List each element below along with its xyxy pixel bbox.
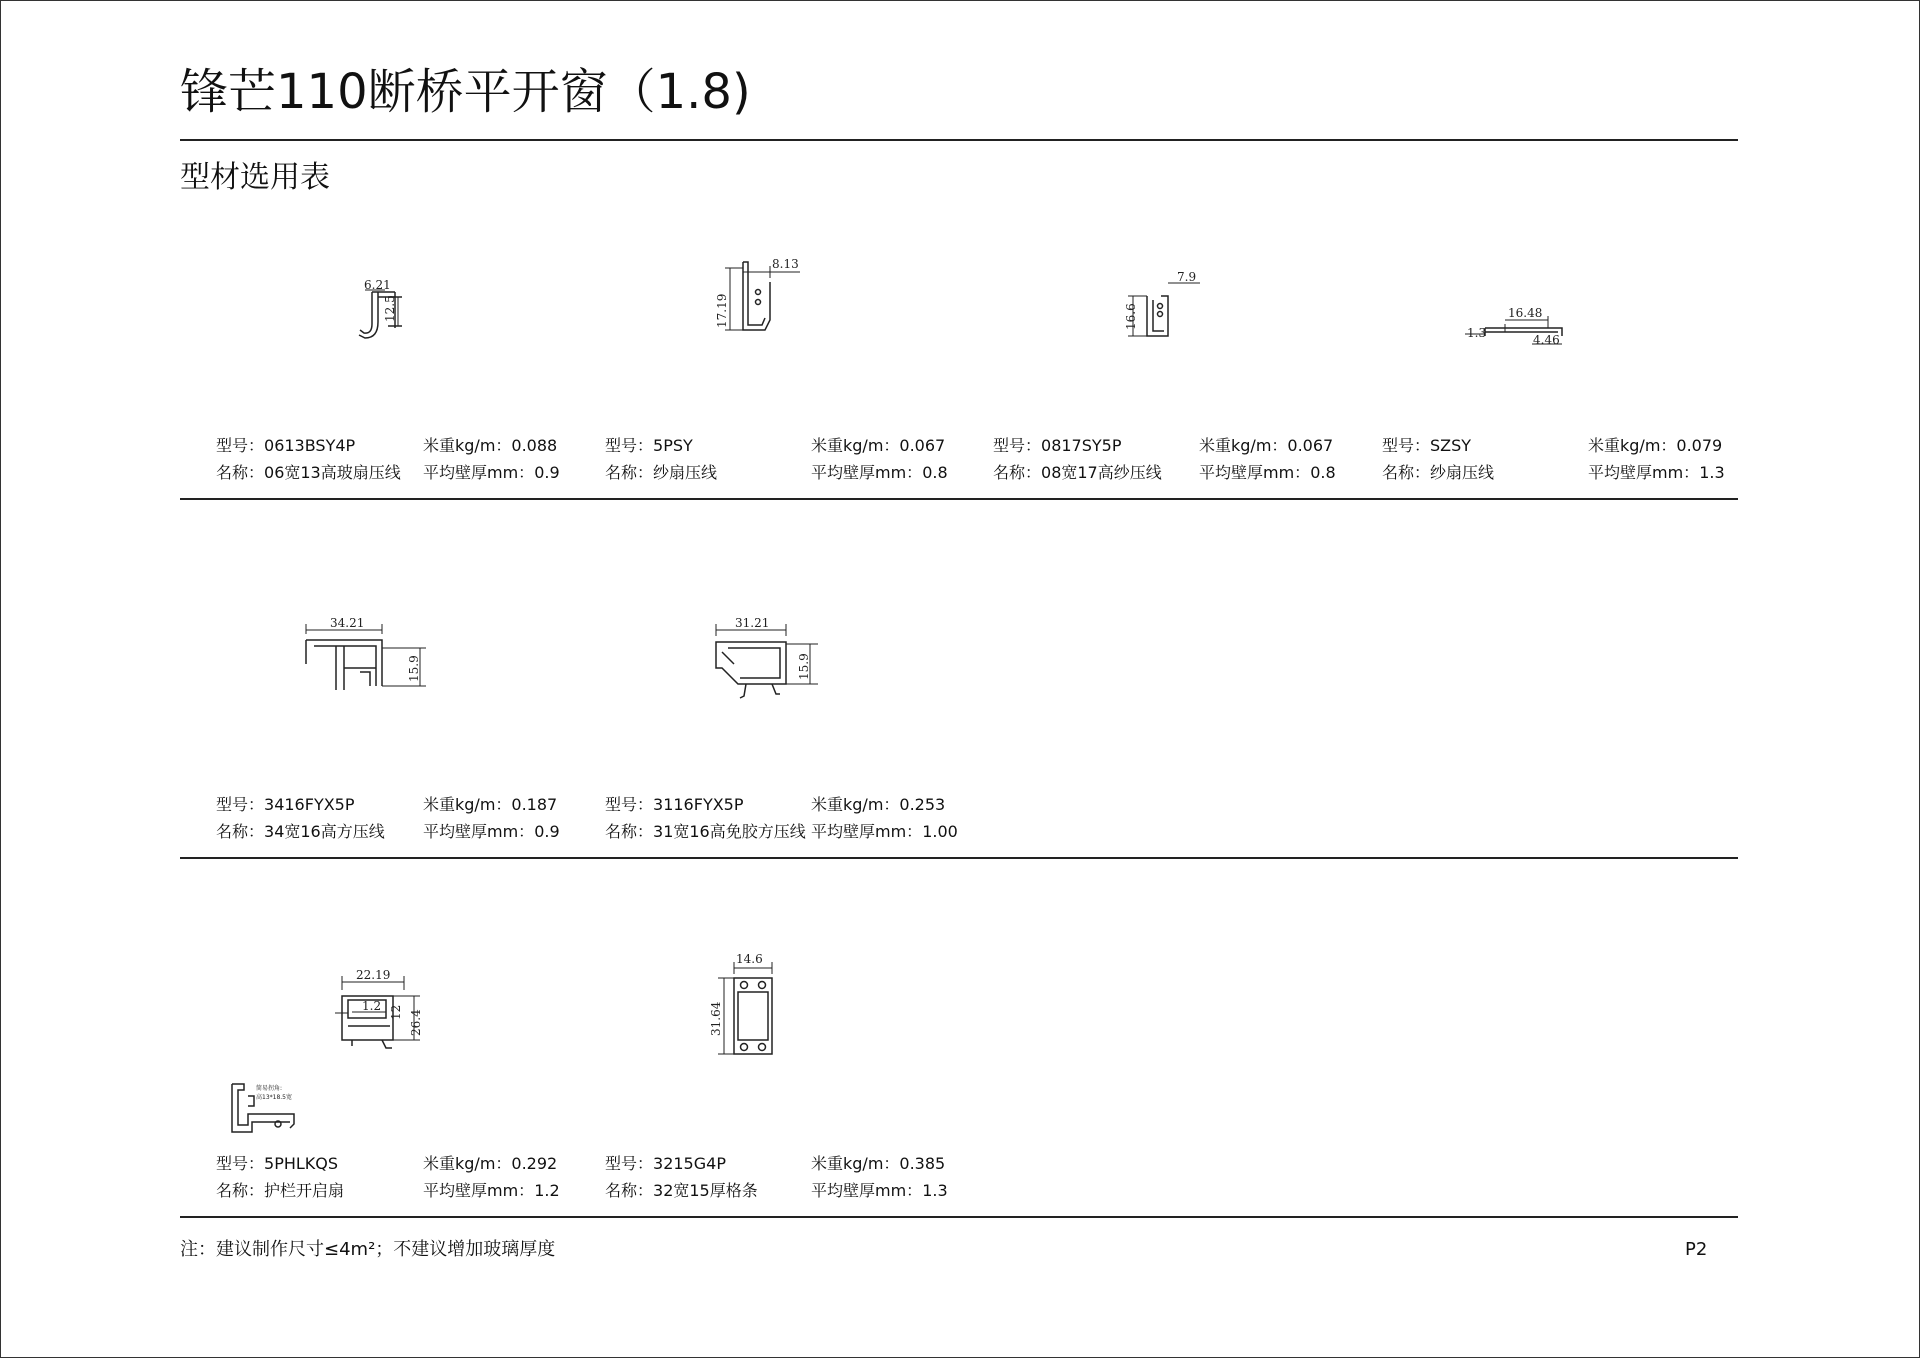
thickness-label: 平均壁厚mm：: [423, 1181, 535, 1200]
name-label: 名称：: [1382, 463, 1431, 482]
name-label: 名称：: [216, 1181, 265, 1200]
weight-value: 0.187: [511, 795, 558, 814]
dim-label: 1.3: [1467, 326, 1487, 340]
name-value: 34宽16高方压线: [264, 822, 385, 841]
name-label-3416fyx5p: [216, 822, 385, 842]
thickness-label: 平均壁厚mm：: [1199, 463, 1311, 482]
name-label-0817sy5p: [993, 463, 1162, 483]
thickness-0613bsy4p: [423, 463, 560, 483]
thickness-value: 1.2: [534, 1181, 560, 1200]
dim-label: 8.13: [772, 257, 799, 271]
dim-label: 1.2: [362, 999, 382, 1013]
model-label: 型号：: [605, 1154, 654, 1173]
name-label-0613bsy4p: [216, 463, 401, 483]
thickness-value: 0.8: [922, 463, 948, 482]
profile-drawing-szsy: [1465, 306, 1562, 347]
footer-note: 注：建议制作尺寸≤4m²；不建议增加玻璃厚度: [180, 1239, 556, 1260]
thickness-label: 平均壁厚mm：: [423, 463, 535, 482]
weight-value: 0.088: [511, 436, 558, 455]
name-value: 纱扇压线: [1430, 463, 1495, 482]
dim-label: 26.4: [409, 1009, 423, 1036]
profile-drawing-5phlkqs-inset: [232, 1084, 294, 1132]
thickness-3215g4p: [811, 1181, 948, 1201]
model-value: 5PSY: [653, 436, 693, 455]
name-label-szsy: [1382, 463, 1494, 483]
weight-5phlkqs: [423, 1154, 557, 1174]
weight-3116fyx5p: [811, 795, 945, 815]
dim-label: 15.9: [797, 653, 811, 680]
weight-5psy: [811, 436, 945, 456]
thickness-0817sy5p: [1199, 463, 1336, 483]
name-label: 名称：: [605, 822, 654, 841]
model-label: 型号：: [993, 436, 1042, 455]
thickness-label: 平均壁厚mm：: [811, 1181, 923, 1200]
model-label: 型号：: [1382, 436, 1431, 455]
dim-label: 6.21: [364, 278, 391, 292]
inset-note: 简易拐角:: [256, 1085, 283, 1092]
name-value: 08宽17高纱压线: [1041, 463, 1162, 482]
thickness-5psy: [811, 463, 948, 483]
name-label-5psy: [605, 463, 717, 483]
model-value: 3116FYX5P: [653, 795, 744, 814]
weight-label: 米重kg/m：: [423, 1154, 512, 1173]
profile-drawing-5phlkqs: [335, 968, 423, 1048]
row-divider: [180, 498, 1738, 500]
dim-label: 12.5: [383, 295, 397, 322]
model-value: SZSY: [1430, 436, 1472, 455]
name-label: 名称：: [993, 463, 1042, 482]
weight-label: 米重kg/m：: [1588, 436, 1677, 455]
model-label-3215g4p: [605, 1154, 726, 1174]
profile-drawing-3416fyx5p: [306, 616, 426, 690]
thickness-5phlkqs: [423, 1181, 560, 1201]
name-value: 护栏开启扇: [264, 1181, 345, 1200]
dim-label: 4.46: [1533, 333, 1560, 347]
profile-drawing-3116fyx5p: [716, 616, 818, 698]
weight-label: 米重kg/m：: [811, 436, 900, 455]
page-number: P2: [1685, 1239, 1708, 1260]
model-label-5phlkqs: [216, 1154, 338, 1174]
model-label-szsy: [1382, 436, 1471, 456]
model-label-3116fyx5p: [605, 795, 744, 815]
thickness-value: 0.9: [534, 463, 560, 482]
model-value: 0613BSY4P: [264, 436, 356, 455]
dim-label: 15.9: [407, 655, 421, 682]
page-subtitle: 型材选用表: [180, 160, 330, 195]
model-label-0817sy5p: [993, 436, 1122, 456]
weight-value: 0.385: [899, 1154, 946, 1173]
model-value: 5PHLKQS: [264, 1154, 339, 1173]
thickness-value: 1.00: [922, 822, 958, 841]
thickness-label: 平均壁厚mm：: [423, 822, 535, 841]
name-value: 06宽13高玻扇压线: [264, 463, 401, 482]
weight-value: 0.079: [1676, 436, 1723, 455]
thickness-value: 0.9: [534, 822, 560, 841]
weight-3416fyx5p: [423, 795, 557, 815]
thickness-label: 平均壁厚mm：: [1588, 463, 1700, 482]
weight-0817sy5p: [1199, 436, 1333, 456]
weight-0613bsy4p: [423, 436, 557, 456]
thickness-3116fyx5p: [811, 822, 958, 842]
thickness-3416fyx5p: [423, 822, 560, 842]
profile-drawing-0817sy5p: [1124, 270, 1200, 336]
model-label-5psy: [605, 436, 693, 456]
dim-label: 14.6: [736, 952, 763, 966]
dim-label: 31.21: [735, 616, 770, 630]
thickness-value: 1.3: [1699, 463, 1725, 482]
weight-3215g4p: [811, 1154, 945, 1174]
model-label: 型号：: [216, 1154, 265, 1173]
inset-note: 高13*18.5宽: [256, 1094, 292, 1101]
profile-drawing-5psy: [715, 257, 800, 330]
name-label: 名称：: [216, 463, 265, 482]
row-divider: [180, 1216, 1738, 1218]
dim-label: 31.64: [709, 1001, 723, 1036]
dim-label: 34.21: [330, 616, 365, 630]
thickness-szsy: [1588, 463, 1725, 483]
thickness-value: 0.8: [1310, 463, 1336, 482]
weight-value: 0.253: [899, 795, 946, 814]
dim-label: 16.48: [1508, 306, 1543, 320]
weight-label: 米重kg/m：: [423, 436, 512, 455]
profile-drawing-3215g4p: [709, 952, 772, 1054]
weight-label: 米重kg/m：: [811, 795, 900, 814]
weight-value: 0.292: [511, 1154, 558, 1173]
model-value: 3416FYX5P: [264, 795, 355, 814]
model-value: 0817SY5P: [1041, 436, 1122, 455]
model-label: 型号：: [605, 436, 654, 455]
name-value: 纱扇压线: [653, 463, 718, 482]
weight-label: 米重kg/m：: [423, 795, 512, 814]
name-label: 名称：: [605, 463, 654, 482]
model-label-0613bsy4p: [216, 436, 355, 456]
model-value: 3215G4P: [653, 1154, 726, 1173]
name-value: 31宽16高免胶方压线: [653, 822, 806, 841]
weight-label: 米重kg/m：: [811, 1154, 900, 1173]
dim-label: 7.9: [1177, 270, 1197, 284]
thickness-label: 平均壁厚mm：: [811, 463, 923, 482]
weight-label: 米重kg/m：: [1199, 436, 1288, 455]
name-label: 名称：: [605, 1181, 654, 1200]
thickness-value: 1.3: [922, 1181, 948, 1200]
name-label: 名称：: [216, 822, 265, 841]
name-label-3116fyx5p: [605, 822, 806, 842]
model-label: 型号：: [605, 795, 654, 814]
dim-label: 16.6: [1124, 303, 1138, 330]
name-label-5phlkqs: [216, 1181, 344, 1201]
model-label: 型号：: [216, 795, 265, 814]
profile-drawing-0613bsy4p: [359, 278, 402, 338]
weight-szsy: [1588, 436, 1722, 456]
name-label-3215g4p: [605, 1181, 758, 1201]
dim-label: 12: [389, 1004, 403, 1020]
page-title: 锋芒110断桥平开窗（1.8): [180, 64, 751, 120]
dim-label: 17.19: [715, 293, 729, 328]
row-divider: [180, 857, 1738, 859]
name-value: 32宽15厚格条: [653, 1181, 758, 1200]
thickness-label: 平均壁厚mm：: [811, 822, 923, 841]
weight-value: 0.067: [1287, 436, 1334, 455]
model-label-3416fyx5p: [216, 795, 355, 815]
model-label: 型号：: [216, 436, 265, 455]
weight-value: 0.067: [899, 436, 946, 455]
dim-label: 22.19: [356, 968, 391, 982]
